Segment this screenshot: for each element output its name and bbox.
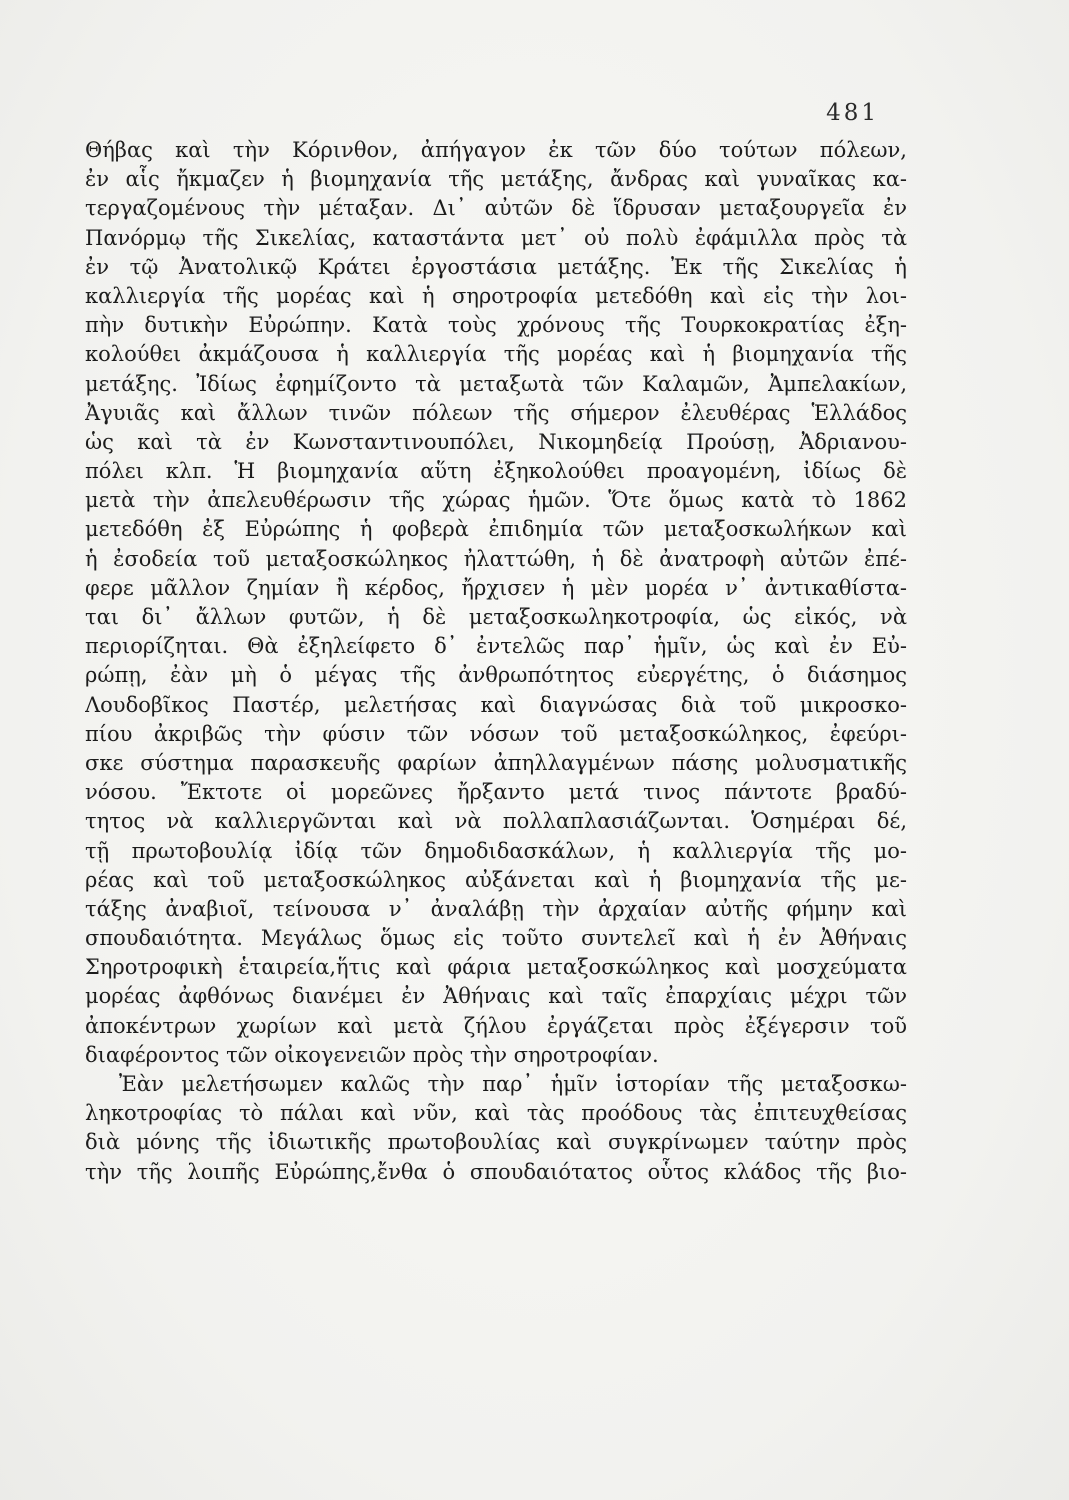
text-line: πίου ἀκριβῶς τὴν φύσιν τῶν νόσων τοῦ μεταξοσκώληκος, ἐφεύρι-: [85, 721, 907, 746]
text-line: Λουδοβῖκος Παστέρ, μελετήσας καὶ διαγνώσας διὰ τοῦ μικροσκο-: [85, 692, 907, 717]
text-line: πὴν δυτικὴν Εὐρώπην. Κατὰ τοὺς χρόνους τῆς Τουρκοκρατίας ἐξη-: [85, 313, 907, 338]
text-line: κολούθει ἀκμάζουσα ἡ καλλιεργία τῆς μορέας καὶ ἡ βιομηχανία τῆς: [85, 342, 907, 367]
text-line: τάξης ἀναβιοῖ, τείνουσα ν᾽ ἀναλάβῃ τὴν ἀρχαίαν αὐτῆς φήμην καὶ: [85, 896, 907, 921]
text-line: σκε σύστημα παρασκευῆς φαρίων ἀπηλλαγμένων πάσης μολυσματικῆς: [85, 750, 907, 775]
text-line: σπουδαιότητα. Μεγάλως ὅμως εἰς τοῦτο συντελεῖ καὶ ἡ ἐν Ἀθήναις: [85, 926, 907, 951]
text-line: μετὰ τὴν ἀπελευθέρωσιν τῆς χώρας ἡμῶν. Ὅτε ὅμως κατὰ τὸ 1862: [85, 488, 907, 513]
text-line: ρώπῃ, ἐὰν μὴ ὁ μέγας τῆς ἀνθρωπότητος εὐεργέτης, ὁ διάσημος: [85, 663, 907, 688]
text-body: [85, 136, 907, 1187]
text-line: φερε μᾶλλον ζημίαν ἢ κέρδος, ἤρχισεν ἡ μὲν μορέα ν᾽ ἀντικαθίστα-: [85, 575, 907, 600]
text-line: τὴν τῆς λοιπῆς Εὐρώπης,ἔνθα ὁ σπουδαιότατος οὗτος κλάδος τῆς βιο-: [85, 1159, 907, 1184]
text-line: Ἀγυιᾶς καὶ ἄλλων τινῶν πόλεων τῆς σήμερον ἐλευθέρας Ἑλλάδος: [85, 400, 907, 425]
text-line: Σηροτροφικὴ ἑταιρεία,ἥτις καὶ φάρια μεταξοσκώληκος καὶ μοσχεύματα: [85, 955, 907, 980]
text-line: ἡ ἐσοδεία τοῦ μεταξοσκώληκος ἠλαττώθη, ἡ δὲ ἀνατροφὴ αὐτῶν ἐπέ-: [85, 546, 907, 571]
text-line: ἀποκέντρων χωρίων καὶ μετὰ ζήλου ἐργάζεται πρὸς ἐξέγερσιν τοῦ: [85, 1013, 907, 1038]
text-line: τητος νὰ καλλιεργῶνται καὶ νὰ πολλαπλασιάζωνται. Ὁσημέραι δέ,: [85, 809, 907, 834]
text-line: μετεδόθη ἐξ Εὐρώπης ἡ φοβερὰ ἐπιδημία τῶν μεταξοσκωλήκων καὶ: [85, 517, 907, 542]
text-line: ται δι᾽ ἄλλων φυτῶν, ἡ δὲ μεταξοσκωληκοτροφία, ὡς εἰκός, νὰ: [85, 605, 907, 629]
text-line: μετάξης. Ἰδίως ἐφημίζοντο τὰ μεταξωτὰ τῶν Καλαμῶν, Ἀμπελακίων,: [85, 371, 907, 396]
text-line: περιορίζηται. Θὰ ἐξηλείφετο δ᾽ ἐντελῶς παρ᾽ ἡμῖν, ὡς καὶ ἐν Εὐ-: [85, 634, 907, 659]
text-line: ὡς καὶ τὰ ἐν Κωνσταντινουπόλει, Νικομηδείᾳ Προύσῃ, Ἀδριανου-: [85, 429, 907, 454]
text-line: ληκοτροφίας τὸ πάλαι καὶ νῦν, καὶ τὰς προόδους τὰς ἐπιτευχθείσας: [85, 1101, 907, 1126]
text-line: ἐν αἷς ἤκμαζεν ἡ βιομηχανία τῆς μετάξης, ἄνδρας καὶ γυναῖκας κα-: [85, 167, 907, 192]
text-line: ρέας καὶ τοῦ μεταξοσκώληκος αὐξάνεται καὶ ἡ βιομηχανία τῆς με-: [85, 867, 907, 892]
paragraph-start-line: Ἐὰν μελετήσωμεν καλῶς τὴν παρ᾽ ἡμῖν ἱστορίαν τῆς μεταξοσκω-: [119, 1072, 907, 1096]
text-line: Θήβας καὶ τὴν Κόρινθον, ἀπήγαγον ἐκ τῶν δύο τούτων πόλεων,: [85, 138, 907, 162]
page-number: 481: [826, 100, 879, 126]
text-line: τεργαζομένους τὴν μέταξαν. Δι᾽ αὐτῶν δὲ ἵδρυσαν μεταξουργεῖα ἐν: [85, 196, 907, 221]
text-line: καλλιεργία τῆς μορέας καὶ ἡ σηροτροφία μετεδόθη καὶ εἰς τὴν λοι-: [85, 283, 907, 308]
text-line: Πανόρμῳ τῆς Σικελίας, καταστάντα μετ᾽ οὐ πολὺ ἐφάμιλλα πρὸς τὰ: [85, 225, 907, 250]
text-line: ἐν τῷ Ἀνατολικῷ Κράτει ἐργοστάσια μετάξης. Ἐκ τῆς Σικελίας ἡ: [85, 254, 907, 279]
text-line: μορέας ἀφθόνως διανέμει ἐν Ἀθήναις καὶ ταῖς ἐπαρχίαις μέχρι τῶν: [85, 984, 907, 1009]
text-line: πόλει κλπ. Ἡ βιομηχανία αὕτη ἐξηκολούθει προαγομένη, ἰδίως δὲ: [85, 459, 907, 484]
paragraph-end-line: διαφέροντος τῶν οἰκογενειῶν πρὸς τὴν σηροτροφίαν.: [85, 1042, 659, 1067]
text-line: διὰ μόνης τῆς ἰδιωτικῆς πρωτοβουλίας καὶ συγκρίνωμεν ταύτην πρὸς: [85, 1130, 907, 1155]
text-line: νόσου. Ἔκτοτε οἱ μορεῶνες ἤρξαντο μετά τινος πάντοτε βραδύ-: [85, 780, 907, 805]
text-line: τῇ πρωτοβουλίᾳ ἰδίᾳ τῶν δημοδιδασκάλων, ἡ καλλιεργία τῆς μο-: [85, 838, 907, 863]
